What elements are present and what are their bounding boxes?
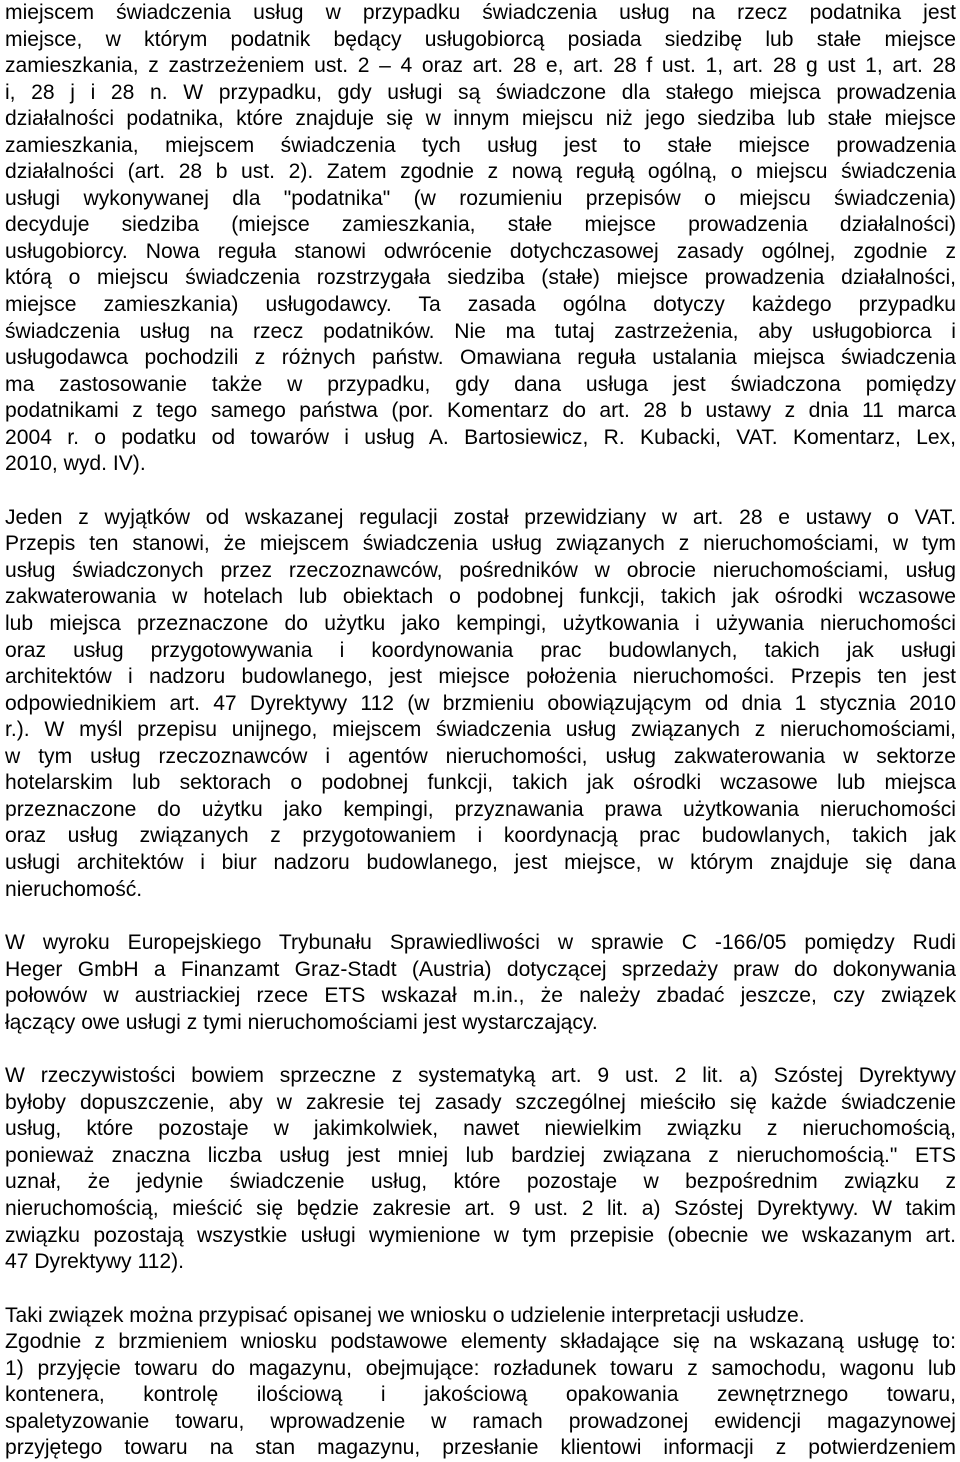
text-line: zamieszkania, miejscem świadczenia tych usług jest to stałe miejsce prowadzenia bbox=[5, 133, 956, 157]
paragraph-gap bbox=[5, 1276, 956, 1303]
text-line: oraz usług związanych z przygotowaniem i koordynacją prac budowlanych, takich jak bbox=[5, 824, 956, 848]
text-line: usług, które pozostaje w jakimkolwiek, nawet niewielkim związku z nieruchomością, bbox=[5, 1117, 956, 1141]
text-line: zakwaterowania w hotelach lub obiektach o podobnej funkcji, takich jak ośrodki wczasowe bbox=[5, 585, 956, 609]
text-line: kontenera, kontrolę ilościową i jakościową opakowania zewnętrznego towaru, bbox=[5, 1383, 956, 1407]
text-line: zamieszkania, z zastrzeżeniem ust. 2 – 4 oraz art. 28 e, art. 28 f ust. 1, art. 28 g ust 1, art. 28 bbox=[5, 54, 956, 78]
text-line: Heger GmbH a Finanzamt Graz-Stadt (Austria) dotyczącej sprzedaży praw do dokonywania bbox=[5, 957, 956, 981]
text-line: działalności (art. 28 b ust. 2). Zatem zgodnie z nową regułą ogólną, o miejscu świadczenia bbox=[5, 160, 956, 184]
text-line: ponieważ znaczna liczba usług jest mniej lub bardziej związana z nieruchomością." ETS bbox=[5, 1143, 956, 1167]
text-line: miejsce zamieszkania) usługodawcy. Ta zasada ogólna dotyczy każdego przypadku bbox=[5, 293, 956, 317]
text-line: związku pozostają wszystkie usługi wymienione w tym przepisie (obecnie we wskazanym art. bbox=[5, 1223, 956, 1247]
text-line: i, 28 j i 28 n. W przypadku, gdy usługi są świadczone dla stałego miejsca prowadzenia bbox=[5, 80, 956, 104]
paragraph-2 bbox=[5, 505, 956, 903]
text-line: decyduje siedziba (miejsce zamieszkania, stałe miejsce prowadzenia działalności) bbox=[5, 213, 956, 237]
text-line: w tym usług rzeczoznawców i agentów nieruchomości, usług zakwaterowania w sektorze bbox=[5, 744, 956, 768]
text-line: usługodawca pochodzili z różnych państw. Omawiana reguła ustalania miejsca świadczenia bbox=[5, 346, 956, 370]
text-line: Przepis ten stanowi, że miejscem świadczenia usług związanych z nieruchomościami, w tym bbox=[5, 532, 956, 556]
text-line: Jeden z wyjątków od wskazanej regulacji został przewidziany w art. 28 e ustawy o VAT. bbox=[5, 505, 956, 529]
text-line: usług świadczonych przez rzeczoznawców, pośredników w obrocie nieruchomościami, usług bbox=[5, 558, 956, 582]
text-line: lub miejsca przeznaczone do użytku jako kempingi, użytkowania i używania nieruchomości bbox=[5, 612, 956, 636]
text-line: połowów w austriackiej rzece ETS wskazał m.in., że należy zbadać jeszcze, czy związek bbox=[5, 984, 956, 1008]
text-line: działalności podatnika, które znajduje się w innym miejscu niż jego siedziba lub stałe miejsce bbox=[5, 107, 956, 131]
paragraph-4 bbox=[5, 1063, 956, 1275]
paragraph-3 bbox=[5, 930, 956, 1036]
text-line: W wyroku Europejskiego Trybunału Sprawiedliwości w sprawie C -166/05 pomiędzy Rudi bbox=[5, 931, 956, 955]
text-line: świadczenia usług na rzecz podatników. Nie ma tutaj zastrzeżenia, aby usługobiorca i bbox=[5, 319, 956, 343]
text-line: którą o miejscu świadczenia rozstrzygała siedziba (stałe) miejsce prowadzenia działalności, bbox=[5, 266, 956, 290]
text-line: oraz usług przygotowywania i koordynowania prac budowlanych, takich jak usługi bbox=[5, 638, 956, 662]
text-line: ma zastosowanie także w przypadku, gdy dana usługa jest świadczona pomiędzy bbox=[5, 372, 956, 396]
document-page bbox=[5, 0, 956, 1462]
text-line: miejscem świadczenia usług w przypadku świadczenia usług na rzecz podatnika jest bbox=[5, 1, 956, 24]
text-line: architektów i nadzoru budowlanego, jest miejsce położenia nieruchomości. Przepis ten jest bbox=[5, 665, 956, 689]
paragraph-5 bbox=[5, 1303, 956, 1462]
text-line: nieruchomością, mieścić się będzie zakresie art. 9 ust. 2 lit. a) Szóstej Dyrektywy. W takim bbox=[5, 1196, 956, 1220]
text-line: łączący owe usługi z tymi nieruchomościami jest wystarczający. bbox=[5, 1010, 598, 1034]
text-line: spaletyzowanie towaru, wprowadzenie w ramach prowadzonej ewidencji magazynowej bbox=[5, 1409, 956, 1433]
text-line: przeznaczone do użytku jako kempingi, przyznawania prawa użytkowania nieruchomości bbox=[5, 797, 956, 821]
text-line: odpowiednikiem art. 47 Dyrektywy 112 (w brzmieniu obowiązującym od dnia 1 stycznia 2010 bbox=[5, 691, 956, 715]
text-line: przyjętego towaru na stan magazynu, przesłanie klientowi informacji z potwierdzeniem bbox=[5, 1436, 956, 1460]
text-line: W rzeczywistości bowiem sprzeczne z systematyką art. 9 ust. 2 lit. a) Szóstej Dyrektywy bbox=[5, 1064, 956, 1088]
text-line: usługobiorcy. Nowa reguła stanowi odwrócenie dotychczasowej zasady ogólnej, zgodnie z bbox=[5, 239, 956, 263]
text-line: r.). W myśl przepisu unijnego, miejscem świadczenia usług związanych z nieruchomościami, bbox=[5, 718, 956, 742]
text-line: 2010, wyd. IV). bbox=[5, 452, 146, 476]
paragraph-1 bbox=[5, 0, 956, 478]
text-line: 2004 r. o podatku od towarów i usług A. Bartosiewicz, R. Kubacki, VAT. Komentarz, Lex, bbox=[5, 425, 956, 449]
text-line: usługi wykonywanej dla "podatnika" (w rozumieniu przepisów o miejscu świadczenia) bbox=[5, 186, 956, 210]
text-line: nieruchomość. bbox=[5, 877, 143, 901]
text-line: Zgodnie z brzmieniem wniosku podstawowe elementy składające się na wskazaną usługę to: bbox=[5, 1330, 956, 1354]
paragraph-gap bbox=[5, 903, 956, 930]
text-line: hotelarskim lub sektorach o podobnej funkcji, takich jak ośrodki wczasowe lub miejsca bbox=[5, 771, 956, 795]
text-line: 47 Dyrektywy 112). bbox=[5, 1250, 184, 1274]
text-line: 1) przyjęcie towaru do magazynu, obejmujące: rozładunek towaru z samochodu, wagonu lub bbox=[5, 1356, 956, 1380]
text-line: usługi architektów i biur nadzoru budowlanego, jest miejsce, w którym znajduje się dana bbox=[5, 850, 956, 874]
paragraph-gap bbox=[5, 1036, 956, 1063]
text-line: byłoby dopuszczenie, aby w zakresie tej zasady szczególnej mieściło się każde świadczenie bbox=[5, 1090, 956, 1114]
text-line: uznał, że jedynie świadczenie usług, które pozostaje w bezpośrednim związku z bbox=[5, 1170, 956, 1194]
text-line: Taki związek można przypisać opisanej we wniosku o udzielenie interpretacji usłudze. bbox=[5, 1303, 805, 1327]
text-line: miejsce, w którym podatnik będący usługobiorcą posiada siedzibę lub stałe miejsce bbox=[5, 27, 956, 51]
text-line: podatnikami z tego samego państwa (por. Komentarz do art. 28 b ustawy z dnia 11 marca bbox=[5, 399, 956, 423]
paragraph-gap bbox=[5, 478, 956, 505]
